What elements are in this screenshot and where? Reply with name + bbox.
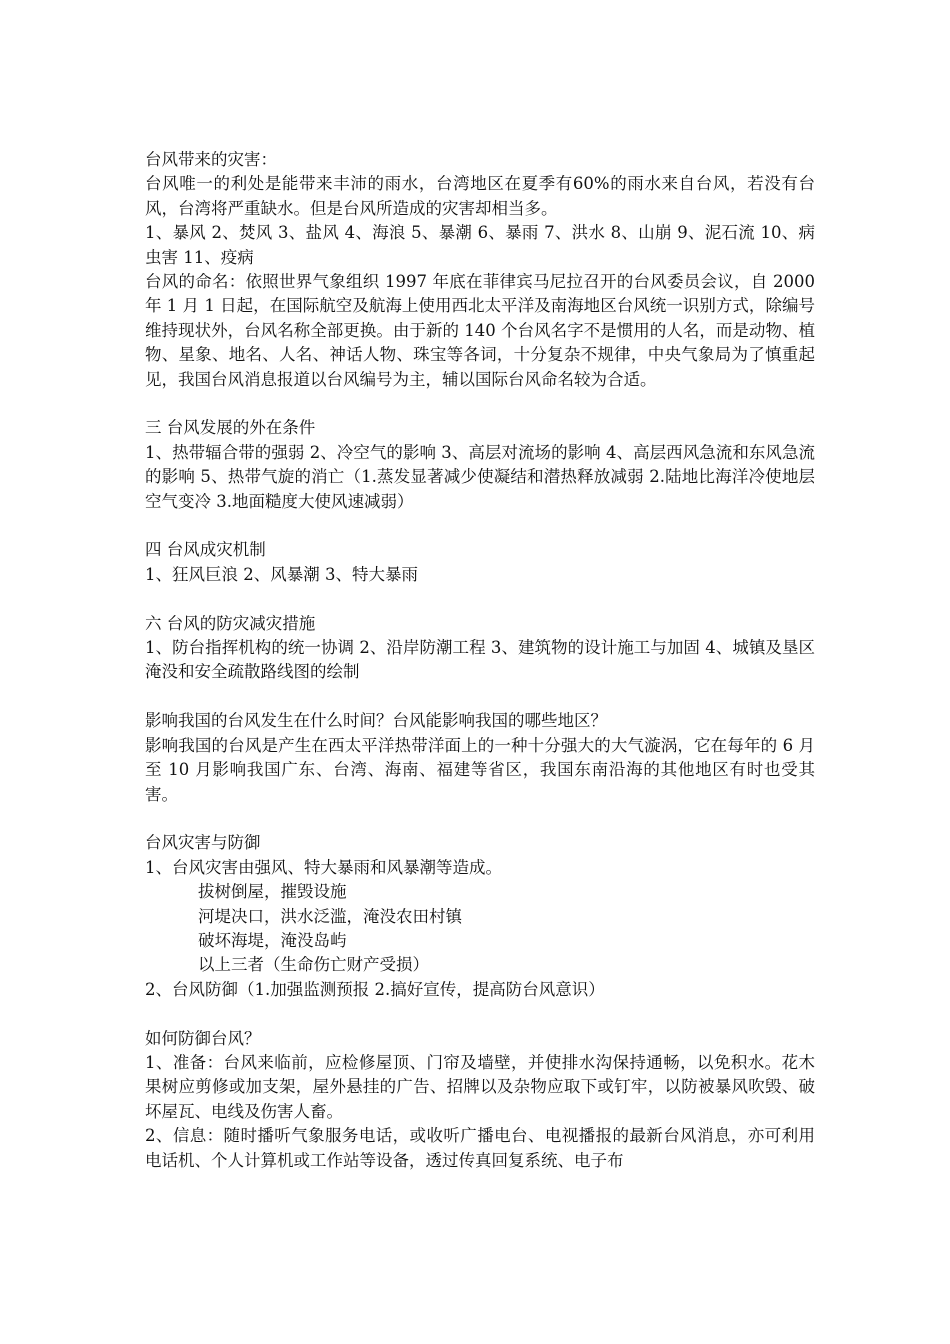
- heading-prevention-measures: 六 台风的防灾减灾措施: [145, 613, 316, 633]
- spacer: [145, 392, 815, 416]
- document-page: [145, 148, 815, 1173]
- list-item-defense: 2、台风防御（1.加强监测预报 2.搞好宣传，提高防台风意识）: [145, 979, 605, 999]
- paragraph-typhoon-naming: 台风的命名：依照世界气象组织 1997 年底在菲律宾马尼拉召开的台风委员会议，自 2000 年 1 月 1 日起，在国际航空及航海上使用西北太平洋及南海地区台风统一识别方式，除编号维持现状外，台风名称全部更换。由于新的 140 个台风名字不是惯用的人名，而是动物、植物、星象、地名、人名、神话人物、珠宝等各词，十分复杂不规律，中央气象局为了慎重起见，我国台风消息报道以台风编号为主，辅以国际台风命名较为合适。: [145, 272, 815, 389]
- heading-how-to-defend: 如何防御台风？: [145, 1028, 261, 1048]
- heading-disaster-defense: 台风灾害与防御: [145, 833, 261, 853]
- spacer: [145, 807, 815, 831]
- spacer: [145, 587, 815, 611]
- paragraph-disaster-mechanism: 1、狂风巨浪 2、风暴潮 3、特大暴雨: [145, 564, 418, 584]
- paragraph-external-conditions: 1、热带辐合带的强弱 2、冷空气的影响 3、高层对流场的影响 4、高层西风急流和东风急流的影响 5、热带气旋的消亡（1.蒸发显著减少使凝结和潜热释放减弱 2.陆地比海洋冷使地层空气变冷 3.地面糙度大使风速减弱）: [145, 442, 815, 511]
- spacer: [145, 1002, 815, 1026]
- heading-typhoon-disasters: 台风带来的灾害：: [145, 150, 277, 169]
- sub-item-wind: 拔树倒屋，摧毁设施: [198, 882, 347, 902]
- list-item-disaster-causes: 1、台风灾害由强风、特大暴雨和风暴潮等造成。: [145, 857, 502, 877]
- paragraph-information: 2、信息：随时播听气象服务电话，或收听广播电台、电视播报的最新台风消息，亦可利用电话机、个人计算机或工作站等设备，透过传真回复系统、电子布: [145, 1126, 815, 1170]
- paragraph-prevention-measures: 1、防台指挥机构的统一协调 2、沿岸防潮工程 3、建筑物的设计施工与加固 4、城镇及垦区淹没和安全疏散路线图的绘制: [145, 638, 815, 682]
- heading-external-conditions: 三 台风发展的外在条件: [145, 418, 316, 438]
- spacer: [145, 514, 815, 538]
- question-typhoon-timing: 影响我国的台风发生在什么时间？台风能影响我国的哪些地区？: [145, 711, 607, 731]
- sub-item-surge: 破坏海堤，淹没岛屿: [198, 930, 347, 950]
- paragraph-typhoon-benefit: 台风唯一的利处是能带来丰沛的雨水，台湾地区在夏季有60%的雨水来自台风，若没有台风，台湾将严重缺水。但是台风所造成的灾害却相当多。: [145, 174, 815, 218]
- paragraph-preparation: 1、准备：台风来临前，应检修屋顶、门帘及墙壁，并使排水沟保持通畅，以免积水。花木果树应剪修或加支架，屋外悬挂的广告、招牌以及杂物应取下或钉牢，以防被暴风吹毁、破坏屋瓦、电线及伤害人畜。: [145, 1052, 815, 1121]
- list-disaster-types: 1、暴风 2、焚风 3、盐风 4、海浪 5、暴潮 6、暴雨 7、洪水 8、山崩 9、泥石流 10、病虫害 11、疫病: [145, 223, 815, 267]
- sub-item-combined: 以上三者（生命伤亡财产受损）: [198, 955, 429, 975]
- sub-item-flood: 河堤决口，洪水泛滥，淹没农田村镇: [198, 906, 462, 926]
- heading-disaster-mechanism: 四 台风成灾机制: [145, 540, 266, 560]
- spacer: [145, 685, 815, 709]
- paragraph-typhoon-timing: 影响我国的台风是产生在西太平洋热带洋面上的一种十分强大的大气漩涡，它在每年的 6 月至 10 月影响我国广东、台湾、海南、福建等省区，我国东南沿海的其他地区有时也受其害。: [145, 735, 815, 804]
